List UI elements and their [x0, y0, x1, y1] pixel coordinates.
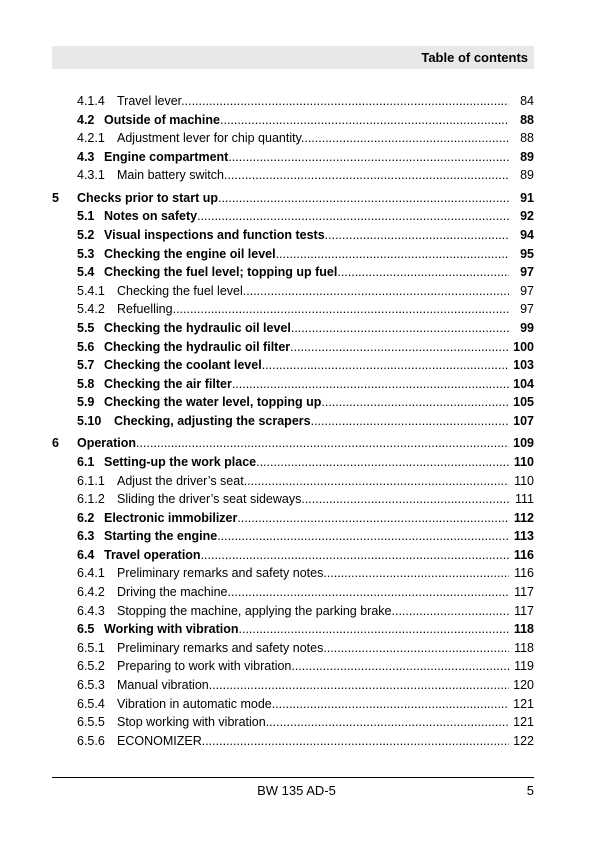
- toc-entry-number: 4.3.1: [77, 168, 105, 183]
- toc-entry-page: 107: [513, 413, 534, 428]
- toc-entry-title-leader: [117, 676, 509, 695]
- toc-entry-number: 5.4.1: [77, 283, 105, 298]
- toc-entry-page: 99: [520, 320, 534, 335]
- footer-model: BW 135 AD-5: [257, 783, 336, 798]
- toc-entry-title: Main battery switch: [117, 168, 224, 183]
- toc-entry-title: Refuelling: [117, 302, 173, 317]
- toc-entry-title-leader: [104, 527, 509, 546]
- toc-entry-page: 112: [513, 510, 534, 525]
- toc-entry-title-leader: [104, 148, 509, 167]
- toc-entry-title-leader: [104, 620, 509, 639]
- toc-entry-title: Manual vibration: [117, 677, 209, 692]
- toc-entry-number: 5.9: [77, 395, 95, 410]
- toc-entry-title: Notes on safety: [104, 209, 198, 224]
- toc-entry-title: Checks prior to start up: [77, 190, 218, 205]
- toc-entry-title-leader: [117, 732, 509, 751]
- toc-entry-title: Adjustment lever for chip quantity: [117, 131, 301, 146]
- toc-entry-title-leader: [117, 472, 509, 491]
- toc-entry[interactable]: [0, 695, 593, 714]
- footer-page-number: 5: [526, 783, 534, 798]
- toc-entry-number: 5.6: [77, 339, 95, 354]
- toc-entry-title-leader: [104, 375, 509, 394]
- toc-entry-number: 6.5.4: [77, 696, 105, 711]
- toc-entry[interactable]: [0, 472, 593, 491]
- toc-entry-page: 97: [520, 265, 534, 280]
- toc-entry-page: 121: [513, 696, 534, 711]
- toc-entry-title-leader: [117, 490, 509, 509]
- toc-entry[interactable]: [0, 657, 593, 676]
- toc-entry-title: Adjust the driver’s seat: [117, 473, 244, 488]
- toc-entry[interactable]: [0, 129, 593, 148]
- toc-entry[interactable]: [0, 713, 593, 732]
- toc-entry-number: 6.4.3: [77, 603, 105, 618]
- toc-entry-title-leader: [117, 583, 509, 602]
- toc-entry-page: 91: [520, 190, 534, 205]
- toc-entry-title-leader: [117, 564, 509, 583]
- toc-entry-title-leader: [117, 657, 509, 676]
- toc-entry-title: Working with vibration: [104, 622, 239, 637]
- toc-entry[interactable]: [0, 583, 593, 602]
- toc-entry-page: 110: [514, 473, 534, 488]
- toc-entry-number: 6.5.5: [77, 715, 105, 730]
- toc-entry-number: 5.2: [77, 228, 95, 243]
- toc-entry-title: Engine compartment: [104, 149, 229, 164]
- toc-entry-number: 6.1.2: [77, 492, 105, 507]
- toc-entry-page: 113: [513, 529, 534, 544]
- toc-entry-title: Sliding the driver’s seat sideways: [117, 492, 302, 507]
- toc-entry-title: Outside of machine: [104, 112, 220, 127]
- toc-entry[interactable]: [0, 245, 593, 264]
- toc-entry-number: 5.7: [77, 358, 95, 373]
- toc-entry[interactable]: [0, 300, 593, 319]
- toc-entry-title: Travel operation: [104, 547, 201, 562]
- toc-entry-page: 122: [513, 733, 534, 748]
- toc-entry-number: 6.5.1: [77, 640, 105, 655]
- toc-entry-title-leader: [117, 129, 509, 148]
- toc-entry-title-leader: [114, 412, 509, 431]
- toc-entry-title-leader: [104, 509, 509, 528]
- toc-entry-number: 4.1.4: [77, 94, 105, 108]
- toc-entry-page: 88: [520, 131, 534, 146]
- toc-entry-title-leader: [117, 695, 509, 714]
- toc-entry-title-leader: [104, 111, 509, 130]
- toc-entry-page: 95: [520, 246, 534, 261]
- toc-entry-page: 92: [520, 209, 534, 224]
- toc-entry-title-leader: [104, 338, 509, 357]
- toc-entry[interactable]: [0, 226, 593, 245]
- toc-entry[interactable]: [0, 111, 593, 130]
- toc-entry-title-leader: [104, 546, 509, 565]
- toc-entry-title: Checking the engine oil level: [104, 246, 276, 261]
- toc-entry[interactable]: [0, 148, 593, 167]
- toc-entry[interactable]: [0, 639, 593, 658]
- toc-entry-title-leader: [104, 453, 509, 472]
- toc-entry-title: Travel lever: [117, 94, 182, 108]
- toc-entry-title: Electronic immobilizer: [104, 510, 238, 525]
- toc-entry[interactable]: [0, 602, 593, 621]
- toc-entry-title: Vibration in automatic mode: [117, 696, 272, 711]
- toc-entry-number: 6.5: [77, 622, 95, 637]
- toc-entry[interactable]: [0, 393, 593, 412]
- toc-entry-title: Stop working with vibration: [117, 715, 266, 730]
- toc-entry-title: Checking the air filter: [104, 376, 232, 391]
- toc-entry-number: 5.3: [77, 246, 95, 261]
- toc-entry-title-leader: [117, 713, 509, 732]
- toc-entry[interactable]: [0, 263, 593, 282]
- toc-entry-title-leader: [77, 434, 509, 453]
- table-of-contents: [0, 92, 593, 750]
- toc-entry-title: Checking the coolant level: [104, 358, 262, 373]
- toc-entry-title-leader: [104, 207, 509, 226]
- toc-entry-page: 111: [514, 492, 534, 507]
- toc-entry[interactable]: [0, 92, 593, 111]
- toc-entry[interactable]: [0, 620, 593, 639]
- toc-entry-number: 6.1: [77, 454, 95, 469]
- toc-entry-title-leader: [117, 92, 509, 111]
- toc-entry-title: Preparing to work with vibration: [117, 659, 292, 674]
- toc-entry-number: 6.3: [77, 529, 95, 544]
- toc-entry-number: 4.2.1: [77, 131, 105, 146]
- toc-entry-page: 119: [514, 659, 534, 674]
- toc-entry-number: 4.3: [77, 149, 95, 164]
- toc-entry-title: Checking the hydraulic oil level: [104, 320, 291, 335]
- toc-entry-page: 118: [513, 622, 534, 637]
- toc-entry[interactable]: [0, 490, 593, 509]
- toc-entry-title-leader: [104, 245, 509, 264]
- toc-entry-number: 4.2: [77, 112, 95, 127]
- toc-entry-number: 6.2: [77, 510, 95, 525]
- toc-entry-number: 5.10: [77, 413, 102, 428]
- toc-entry[interactable]: [0, 527, 593, 546]
- toc-entry-page: 109: [513, 436, 534, 451]
- toc-entry-title: Checking the fuel level: [117, 283, 243, 298]
- toc-entry-title-leader: [117, 166, 509, 185]
- toc-entry[interactable]: [0, 207, 593, 226]
- toc-entry-title-leader: [104, 319, 509, 338]
- toc-entry-number: 6.4.1: [77, 566, 105, 581]
- toc-entry[interactable]: [0, 166, 593, 185]
- toc-entry-number: 6: [52, 436, 59, 451]
- toc-entry-title: Driving the machine: [117, 585, 228, 600]
- toc-entry-title: Preliminary remarks and safety notes: [117, 640, 324, 655]
- toc-entry-title: Checking, adjusting the scrapers: [114, 413, 311, 428]
- toc-entry-number: 5.8: [77, 376, 95, 391]
- toc-entry-title: ECONOMIZER: [117, 733, 202, 748]
- toc-entry-page: 121: [513, 715, 534, 730]
- toc-entry-title: Checking the fuel level; topping up fuel: [104, 265, 338, 280]
- toc-entry-title: Starting the engine: [104, 529, 218, 544]
- toc-entry-number: 5.5: [77, 320, 95, 335]
- toc-entry-page: 103: [513, 358, 534, 373]
- toc-entry-page: 116: [513, 547, 534, 562]
- toc-entry-title-leader: [104, 226, 509, 245]
- toc-entry[interactable]: [0, 546, 593, 565]
- toc-entry[interactable]: [0, 319, 593, 338]
- toc-entry-page: 89: [520, 149, 534, 164]
- toc-entry-page: 100: [513, 339, 534, 354]
- toc-entry-page: 118: [514, 640, 534, 655]
- toc-entry-number: 6.5.2: [77, 659, 105, 674]
- toc-entry[interactable]: [0, 375, 593, 394]
- toc-entry[interactable]: [0, 434, 593, 453]
- toc-entry[interactable]: [0, 338, 593, 357]
- toc-entry-number: 5.4: [77, 265, 95, 280]
- toc-entry-title-leader: [117, 639, 509, 658]
- toc-entry-title-leader: [117, 282, 509, 301]
- toc-entry[interactable]: [0, 282, 593, 301]
- toc-entry-number: 6.1.1: [77, 473, 105, 488]
- toc-entry-title-leader: [104, 393, 509, 412]
- toc-entry-number: 6.5.6: [77, 733, 105, 748]
- toc-entry-title: Setting-up the work place: [104, 454, 257, 469]
- toc-entry-page: 84: [520, 94, 534, 108]
- toc-entry-title: Operation: [77, 436, 137, 451]
- toc-entry-page: 105: [513, 395, 534, 410]
- page-title: Table of contents: [421, 50, 528, 65]
- toc-entry[interactable]: [0, 509, 593, 528]
- header-bar: [52, 46, 534, 69]
- footer-divider: [52, 777, 534, 778]
- toc-entry-page: 117: [514, 585, 534, 600]
- toc-entry-number: 5.1: [77, 209, 95, 224]
- toc-entry-title-leader: [77, 189, 509, 208]
- toc-entry-title-leader: [117, 300, 509, 319]
- toc-entry-page: 89: [520, 168, 534, 183]
- toc-entry-number: 6.4: [77, 547, 95, 562]
- toc-entry-page: 97: [520, 283, 534, 298]
- toc-entry[interactable]: [0, 676, 593, 695]
- toc-entry-title: Checking the hydraulic oil filter: [104, 339, 291, 354]
- toc-entry[interactable]: [0, 453, 593, 472]
- toc-entry-title: Visual inspections and function tests: [104, 228, 325, 243]
- toc-entry-page: 104: [513, 376, 534, 391]
- toc-entry-page: 97: [520, 302, 534, 317]
- toc-entry-title-leader: [104, 356, 509, 375]
- toc-entry[interactable]: [0, 189, 593, 208]
- toc-entry-title: Checking the water level, topping up: [104, 395, 322, 410]
- toc-entry-title: Stopping the machine, applying the parking brake: [117, 603, 392, 618]
- toc-entry-page: 88: [520, 112, 534, 127]
- toc-entry-page: 120: [513, 677, 534, 692]
- toc-entry-page: 110: [513, 454, 534, 469]
- toc-entry[interactable]: [0, 356, 593, 375]
- toc-entry-title: Preliminary remarks and safety notes: [117, 566, 324, 581]
- toc-entry-number: 5: [52, 190, 59, 205]
- toc-entry-title-leader: [104, 263, 509, 282]
- toc-entry-number: 6.4.2: [77, 585, 105, 600]
- toc-entry-number: 6.5.3: [77, 677, 105, 692]
- toc-entry-title-leader: [117, 602, 509, 621]
- toc-entry[interactable]: [0, 412, 593, 431]
- toc-entry-page: 117: [514, 603, 534, 618]
- toc-entry-page: 94: [520, 228, 534, 243]
- toc-entry[interactable]: [0, 732, 593, 751]
- toc-entry-number: 5.4.2: [77, 302, 105, 317]
- toc-entry-page: 116: [514, 566, 534, 581]
- toc-entry[interactable]: [0, 564, 593, 583]
